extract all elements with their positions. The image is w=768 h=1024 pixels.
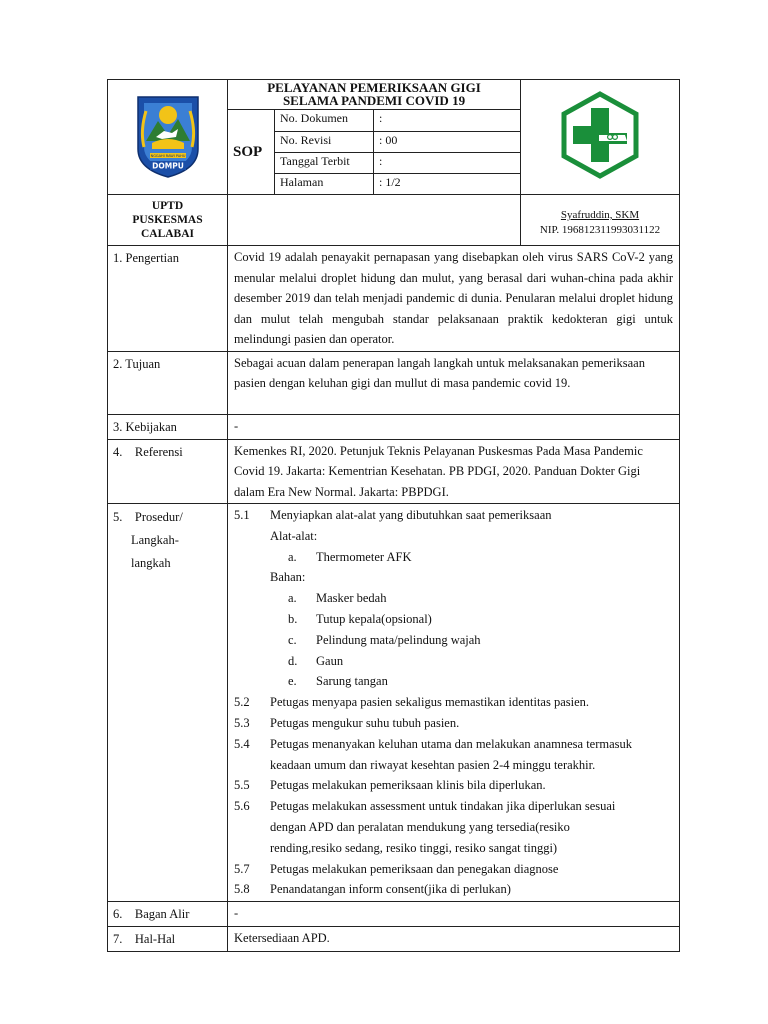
step-number: 5.2	[234, 695, 250, 710]
step-text: Petugas mengukur suhu tubuh pasien.	[270, 715, 460, 730]
section-text-kebijakan: -	[228, 414, 680, 439]
sop-document	[107, 79, 679, 952]
meta-value-tanggal-terbit: :	[374, 153, 521, 174]
meta-label-tanggal-terbit: Tanggal Terbit	[275, 153, 374, 174]
step-5-1	[234, 505, 673, 526]
sop-table	[107, 79, 680, 952]
organization-name	[108, 195, 228, 246]
item-letter: d.	[288, 653, 298, 668]
step-5-2	[234, 692, 673, 713]
item-letter: e.	[288, 674, 297, 689]
item-text: Masker bedah	[316, 591, 387, 606]
section-label-bagan-alir: 6. Bagan Alir	[108, 902, 228, 927]
left-logo-cell	[108, 80, 228, 195]
section-label-kebijakan: 3. Kebijakan	[108, 414, 228, 439]
section-text-bagan-alir: -	[228, 902, 680, 927]
step-number: 5.6	[234, 799, 250, 814]
step-continuation: rending,resiko sedang, resiko tinggi, resiko sangat tinggi)	[270, 840, 558, 855]
signer-nip: NIP. 196812311993031122	[539, 224, 661, 236]
step-text: Petugas menanyakan keluhan utama dan melakukan anamnesa termasuk	[270, 736, 633, 751]
right-logo-cell	[521, 80, 680, 195]
section-steps-prosedur	[228, 504, 680, 902]
section-label-pengertian: 1. Pengertian	[108, 246, 228, 352]
org-line-3: CALABAI	[140, 228, 195, 240]
step-text: Petugas menyapa pasien sekaligus memastikan identitas pasien.	[270, 695, 590, 710]
meta-label-no-revisi: No. Revisi	[275, 132, 374, 153]
prosedur-label-line-3: langkah	[131, 556, 171, 570]
section-label-hal-hal: 7. Hal-Hal	[108, 927, 228, 952]
step-5-7	[234, 859, 673, 880]
step-number: 5.8	[234, 882, 250, 897]
meta-value-halaman: : 1/2	[374, 174, 521, 195]
bahan-item	[234, 630, 673, 651]
step-5-8	[234, 879, 673, 900]
prosedur-label-line-2: Langkah-	[131, 533, 179, 547]
step-5-4	[234, 734, 673, 755]
blank-header-cell	[228, 195, 521, 246]
alat-label: Alat-alat:	[270, 528, 318, 543]
org-line-2: PUSKESMAS	[132, 214, 203, 226]
title-line-1: PELAYANAN PEMERIKSAAN GIGI	[267, 80, 481, 95]
bahan-item	[234, 588, 673, 609]
section-label-prosedur	[108, 504, 228, 902]
item-letter: a.	[288, 591, 297, 606]
step-continuation: keadaan umum dan riwayat kesehtan pasien 2-4 minggu terakhir.	[270, 757, 596, 772]
bahan-item	[234, 671, 673, 692]
signature-block	[521, 195, 680, 246]
item-letter: c.	[288, 632, 297, 647]
step-5-3	[234, 713, 673, 734]
step-number: 5.3	[234, 715, 250, 730]
step-5-6	[234, 796, 673, 817]
item-letter: b.	[288, 611, 298, 626]
step-number: 5.5	[234, 778, 250, 793]
alat-item	[234, 547, 673, 568]
signer-name: Syafruddin, SKM	[560, 209, 640, 221]
dompu-regency-emblem-icon	[132, 91, 204, 179]
meta-label-halaman: Halaman	[275, 174, 374, 195]
item-text: Gaun	[316, 653, 344, 668]
emblem-motto: NGGAHI RAWI PAHU	[150, 154, 185, 158]
emblem-caption: DOMPU	[151, 161, 184, 171]
step-text: Petugas melakukan pemeriksaan klinis bila diperlukan.	[270, 778, 546, 793]
step-number: 5.7	[234, 861, 250, 876]
org-line-1: UPTD	[151, 200, 184, 212]
section-text-tujuan: Sebagai acuan dalam penerapan langah langkah untuk melaksanakan pemeriksaan pasien dengan keluhan gigi dan mullut di masa pandemic covid 19.	[228, 351, 680, 414]
sop-label: SOP	[228, 110, 275, 195]
section-text-hal-hal: Ketersediaan APD.	[228, 927, 680, 952]
section-text-referensi: Kemenkes RI, 2020. Petunjuk Teknis Pelayanan Puskesmas Pada Masa Pandemic Covid 19. Jakarta: Kementrian Kesehatan. PB PDGI, 2020. Panduan Dokter Gigi dalam Era New Normal. Jakarta: PBPDGI.	[228, 439, 680, 504]
bahan-item	[234, 651, 673, 672]
section-text-pengertian: Covid 19 adalah penayakit pernapasan yang disebapkan oleh virus SARS CoV-2 yang menular melalui droplet hidung dan mulut, yang berasal dari wuhan-china pada akhir desember 2019 dan telah menjadi pandemic di dunia. Penularan melalui droplet hidung dan mulut telah mengubah standar pelaksanaan praktik kedokteran gigi untuk melindungi pasien dan operator.	[228, 246, 680, 352]
section-label-tujuan: 2. Tujuan	[108, 351, 228, 414]
document-title	[228, 80, 521, 110]
step-text: Penandatangan inform consent(jika di perlukan)	[270, 882, 511, 897]
bahan-item	[234, 609, 673, 630]
meta-value-no-revisi: : 00	[374, 132, 521, 153]
bahan-label: Bahan:	[270, 570, 306, 585]
meta-label-no-dokumen: No. Dokumen	[275, 110, 374, 132]
prosedur-label-line-1: 5. Prosedur/	[113, 510, 183, 524]
item-text: Sarung tangan	[316, 674, 388, 689]
step-continuation: dengan APD dan peralatan mendukung yang tersedia(resiko	[270, 819, 570, 834]
step-5-5	[234, 775, 673, 796]
step-text: Petugas melakukan assessment untuk tindakan jika diperlukan sesuai	[270, 799, 616, 814]
puskesmas-cross-logo-icon	[555, 90, 645, 180]
item-text: Pelindung mata/pelindung wajah	[316, 632, 481, 647]
title-line-2: SELAMA PANDEMI COVID 19	[282, 93, 466, 108]
section-label-referensi: 4. Referensi	[108, 439, 228, 504]
step-text: Petugas melakukan pemeriksaan dan penegakan diagnose	[270, 861, 559, 876]
step-number: 5.1	[234, 508, 250, 522]
step-text: Menyiapkan alat-alat yang dibutuhkan saat pemeriksaan	[270, 508, 552, 522]
item-letter: a.	[288, 549, 297, 564]
item-text: Thermometer AFK	[316, 549, 412, 564]
meta-value-no-dokumen: :	[374, 110, 521, 132]
step-number: 5.4	[234, 736, 250, 751]
item-text: Tutup kepala(opsional)	[316, 611, 432, 626]
